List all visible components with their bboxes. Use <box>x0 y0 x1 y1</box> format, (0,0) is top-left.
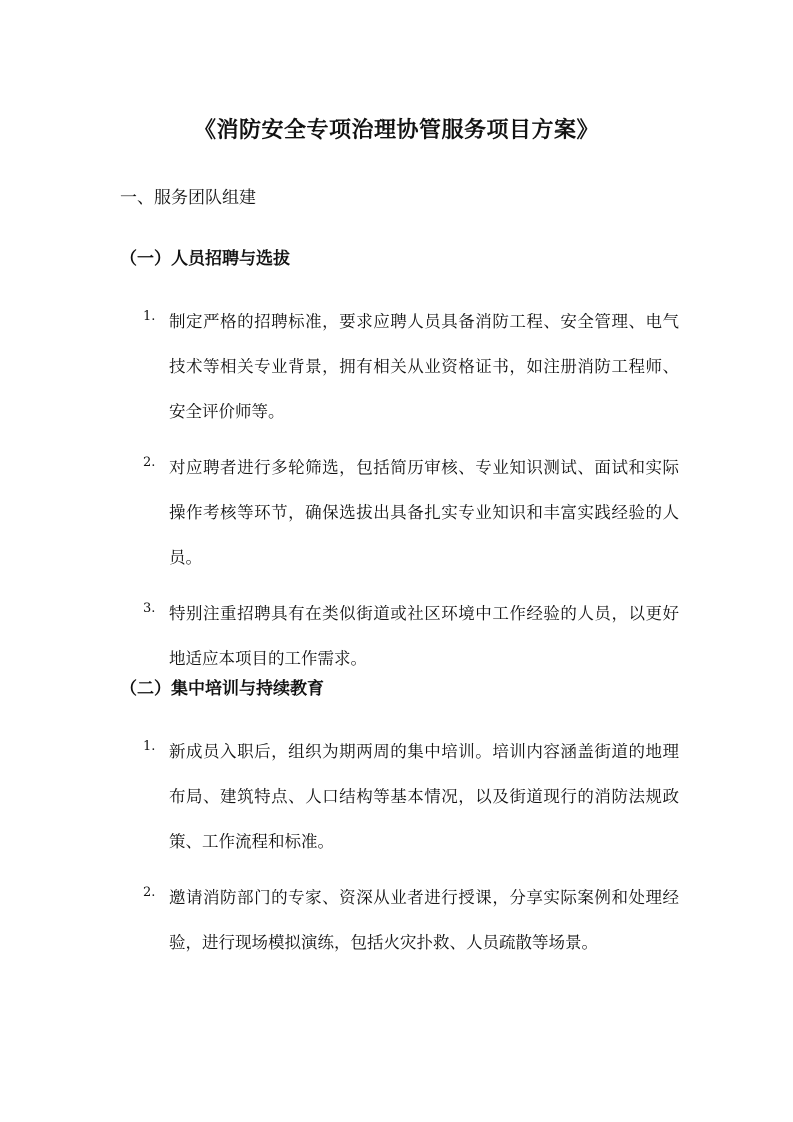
list-item-text: 制定严格的招聘标准，要求应聘人员具备消防工程、安全管理、电气技术等相关专业背景，拥有相关从业资格证书，如注册消防工程师、安全评价师等。 <box>169 312 679 421</box>
training-list <box>0 733 793 965</box>
list-item-text: 邀请消防部门的专家、资深从业者进行授课，分享实际案例和处理经验，进行现场模拟演练，包括火灾扑救、人员疏散等场景。 <box>169 888 679 952</box>
document-title: 《消防安全专项治理协管服务项目方案》 <box>193 117 599 143</box>
subsection-heading-recruitment: （一）人员招聘与选拔 <box>120 249 290 269</box>
list-item-number: 1. <box>143 309 156 324</box>
list-item <box>0 729 793 864</box>
list-item-text: 特别注重招聘具有在类似街道或社区环境中工作经验的人员，以更好地适应本项目的工作需求。 <box>169 604 679 668</box>
subsection-heading-training: （二）集中培训与持续教育 <box>120 679 324 699</box>
list-item <box>0 445 793 580</box>
recruitment-list <box>0 303 793 681</box>
list-item-text: 对应聘者进行多轮筛选，包括简历审核、专业知识测试、面试和实际操作考核等环节，确保选拔出具备扎实专业知识和丰富实践经验的人员。 <box>169 458 679 567</box>
list-item-number: 2. <box>143 455 156 470</box>
list-item-text: 新成员入职后，组织为期两周的集中培训。培训内容涵盖街道的地理布局、建筑特点、人口结构等基本情况，以及街道现行的消防法规政策、工作流程和标准。 <box>169 742 679 851</box>
section-heading-team-building: 一、服务团队组建 <box>120 188 256 208</box>
list-item <box>0 591 793 681</box>
list-item <box>0 299 793 434</box>
list-item-number: 3. <box>143 601 156 616</box>
list-item <box>0 875 793 965</box>
list-item-number: 1. <box>143 739 156 754</box>
list-item-number: 2. <box>143 885 156 900</box>
